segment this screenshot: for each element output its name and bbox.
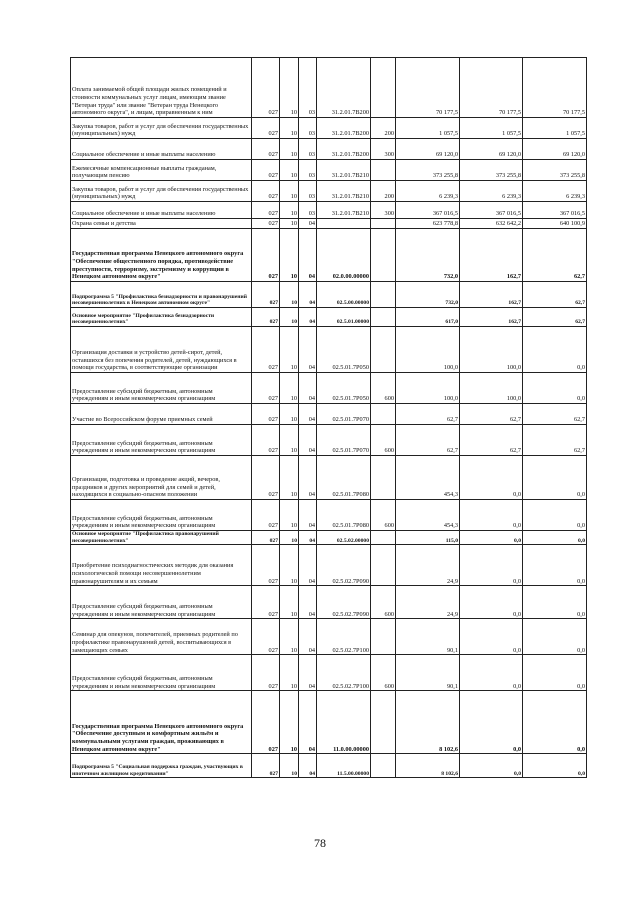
admin-code: 027 [252,456,280,500]
section-code: 10 [280,118,299,139]
amount-year-2: 62,7 [460,425,523,456]
amount-year-3: 0,0 [523,531,587,545]
row-name: Государственная программа Ненецкого автономного округа "Обеспечение общественного порядка, противодействие преступности, терроризму, экстремизму и коррупции в Ненецком автономном округе" [71,229,252,282]
admin-code: 027 [252,202,280,219]
table-row [71,500,587,531]
section-code: 10 [280,586,299,619]
amount-year-1: 367 016,5 [396,202,460,219]
admin-code: 027 [252,181,280,202]
subsection-code: 04 [299,282,317,308]
row-name: Социальное обеспечение и иные выплаты населению [71,202,252,219]
row-name: Семинар для опекунов, попечителей, приемных родителей по профилактике правонарушений детей, воспитывающихся в замещающих семьях [71,619,252,655]
admin-code: 027 [252,754,280,778]
section-code: 10 [280,229,299,282]
amount-year-2: 0,0 [460,531,523,545]
amount-year-2: 100,0 [460,373,523,404]
amount-year-3: 373 255,8 [523,160,587,181]
expense-type-code: 200 [371,118,396,139]
amount-year-3: 0,0 [523,655,587,691]
subsection-code: 04 [299,308,317,327]
amount-year-2: 0,0 [460,500,523,531]
amount-year-1: 90,1 [396,655,460,691]
admin-code: 027 [252,139,280,160]
admin-code: 027 [252,545,280,586]
expense-type-code: 600 [371,655,396,691]
amount-year-3: 0,0 [523,545,587,586]
subsection-code: 04 [299,219,317,229]
amount-year-1: 69 120,0 [396,139,460,160]
table-row [71,219,587,229]
amount-year-3: 0,0 [523,754,587,778]
row-name: Охрана семьи и детства [71,219,252,229]
section-code: 10 [280,219,299,229]
amount-year-1: 8 102,6 [396,754,460,778]
amount-year-2: 69 120,0 [460,139,523,160]
page-number: 78 [314,836,326,850]
target-article-code: 31.2.01.7В200 [317,58,371,118]
section-code: 10 [280,202,299,219]
expense-type-code [371,327,396,373]
target-article-code: 02.5.02.00000 [317,531,371,545]
row-name: Оплата занимаемой общей площади жилых помещений и стоимости коммунальных услуг лицам, имеющим звание "Ветеран труда" или звание "Ветеран труда Ненецкого автономного округа", и лицам, приравненным к ним [71,58,252,118]
expense-type-code: 600 [371,373,396,404]
table-row [71,282,587,308]
amount-year-3: 6 239,3 [523,181,587,202]
table-row [71,545,587,586]
expense-type-code [371,282,396,308]
amount-year-2: 0,0 [460,754,523,778]
row-name: Закупка товаров, работ и услуг для обеспечения государственных (муниципальных) нужд [71,118,252,139]
amount-year-3: 69 120,0 [523,139,587,160]
amount-year-2: 1 057,5 [460,118,523,139]
row-name: Подпрограмма 5 "Социальная поддержка граждан, участвующих в ипотечном жилищном кредитовании" [71,754,252,778]
subsection-code: 04 [299,229,317,282]
amount-year-3: 0,0 [523,373,587,404]
table-row [71,327,587,373]
target-article-code: 02.5.02.7Р090 [317,586,371,619]
subsection-code: 04 [299,691,317,754]
amount-year-3: 62,7 [523,404,587,425]
section-code: 10 [280,181,299,202]
amount-year-3: 640 100,9 [523,219,587,229]
section-code: 10 [280,160,299,181]
subsection-code: 04 [299,545,317,586]
amount-year-3: 0,0 [523,586,587,619]
expense-type-code [371,456,396,500]
amount-year-1: 115,0 [396,531,460,545]
row-name: Предоставление субсидий бюджетным, автономным учреждениям и иным некоммерческим организациям [71,425,252,456]
section-code: 10 [280,531,299,545]
table-row [71,202,587,219]
table-row [71,229,587,282]
amount-year-3: 0,0 [523,456,587,500]
table-row [71,139,587,160]
expense-type-code [371,229,396,282]
target-article-code: 31.2.01.7В210 [317,181,371,202]
subsection-code: 04 [299,586,317,619]
amount-year-2: 367 016,5 [460,202,523,219]
table-row [71,404,587,425]
amount-year-2: 70 177,5 [460,58,523,118]
target-article-code: 02.5.01.7Р080 [317,500,371,531]
admin-code: 027 [252,586,280,619]
expense-type-code [371,160,396,181]
subsection-code: 04 [299,373,317,404]
amount-year-1: 373 255,8 [396,160,460,181]
table-row [71,58,587,118]
target-article-code: 31.2.01.7В200 [317,118,371,139]
target-article-code: 31.2.01.7В200 [317,139,371,160]
subsection-code: 03 [299,202,317,219]
amount-year-1: 1 057,5 [396,118,460,139]
admin-code: 027 [252,118,280,139]
amount-year-2: 0,0 [460,655,523,691]
admin-code: 027 [252,58,280,118]
subsection-code: 03 [299,58,317,118]
amount-year-1: 100,0 [396,327,460,373]
amount-year-2: 162,7 [460,229,523,282]
expense-type-code [371,691,396,754]
subsection-code: 04 [299,754,317,778]
amount-year-3: 62,7 [523,425,587,456]
amount-year-3: 70 177,5 [523,58,587,118]
admin-code: 027 [252,691,280,754]
row-name: Основное мероприятие "Профилактика безнадзорности несовершеннолетних" [71,308,252,327]
amount-year-1: 62,7 [396,425,460,456]
table-row [71,456,587,500]
section-code: 10 [280,655,299,691]
expense-type-code: 300 [371,139,396,160]
subsection-code: 04 [299,404,317,425]
target-article-code: 02.5.01.7Р070 [317,425,371,456]
table-row [71,691,587,754]
admin-code: 027 [252,308,280,327]
row-name: Предоставление субсидий бюджетным, автономным учреждениям и иным некоммерческим организациям [71,373,252,404]
subsection-code: 03 [299,118,317,139]
expense-type-code: 600 [371,586,396,619]
target-article-code [317,219,371,229]
row-name: Организация доставки и устройство детей-сирот, детей, оставшихся без попечения родителей, детей, нуждающихся в помощи государства, в соответствующие организации [71,327,252,373]
row-name: Социальное обеспечение и иные выплаты населению [71,139,252,160]
target-article-code: 02.5.02.7Р100 [317,655,371,691]
expense-type-code: 600 [371,425,396,456]
amount-year-1: 6 239,3 [396,181,460,202]
section-code: 10 [280,545,299,586]
admin-code: 027 [252,655,280,691]
amount-year-2: 0,0 [460,586,523,619]
section-code: 10 [280,500,299,531]
row-name: Предоставление субсидий бюджетным, автономным учреждениям и иным некоммерческим организациям [71,500,252,531]
row-name: Организация, подготовка и проведение акций, вечеров, праздников и других мероприятий для семей и детей, находящихся в социально-опасном положении [71,456,252,500]
amount-year-2: 0,0 [460,619,523,655]
subsection-code: 03 [299,139,317,160]
expense-type-code [371,58,396,118]
amount-year-3: 0,0 [523,691,587,754]
section-code: 10 [280,308,299,327]
admin-code: 027 [252,404,280,425]
target-article-code: 02.5.01.7Р070 [317,404,371,425]
expense-type-code [371,531,396,545]
amount-year-2: 0,0 [460,545,523,586]
row-name: Предоставление субсидий бюджетным, автономным учреждениям и иным некоммерческим организациям [71,655,252,691]
budget-table [70,57,587,778]
subsection-code: 04 [299,619,317,655]
table-body [71,58,587,778]
amount-year-1: 24,9 [396,545,460,586]
amount-year-2: 162,7 [460,308,523,327]
amount-year-1: 732,0 [396,229,460,282]
section-code: 10 [280,373,299,404]
target-article-code: 02.5.01.7Р050 [317,327,371,373]
expense-type-code: 600 [371,500,396,531]
subsection-code: 04 [299,456,317,500]
amount-year-2: 632 642,2 [460,219,523,229]
section-code: 10 [280,691,299,754]
subsection-code: 03 [299,181,317,202]
row-name: Предоставление субсидий бюджетным, автономным учреждениям и иным некоммерческим организациям [71,586,252,619]
expense-type-code [371,545,396,586]
expense-type-code [371,404,396,425]
amount-year-1: 70 177,5 [396,58,460,118]
table-row [71,619,587,655]
admin-code: 027 [252,282,280,308]
table-row [71,118,587,139]
amount-year-2: 162,7 [460,282,523,308]
amount-year-3: 62,7 [523,229,587,282]
section-code: 10 [280,282,299,308]
section-code: 10 [280,619,299,655]
amount-year-1: 454,3 [396,500,460,531]
expense-type-code [371,308,396,327]
section-code: 10 [280,425,299,456]
target-article-code: 02.5.02.7Р100 [317,619,371,655]
admin-code: 027 [252,160,280,181]
amount-year-3: 0,0 [523,619,587,655]
amount-year-1: 617,0 [396,308,460,327]
amount-year-3: 367 016,5 [523,202,587,219]
section-code: 10 [280,139,299,160]
target-article-code: 02.0.00.00000 [317,229,371,282]
target-article-code: 02.5.01.7Р080 [317,456,371,500]
expense-type-code [371,219,396,229]
row-name: Приобретение психодиагностических методик для оказания психологической помощи несовершеннолетним правонарушителям и их семьям [71,545,252,586]
subsection-code: 04 [299,531,317,545]
expense-type-code: 300 [371,202,396,219]
target-article-code: 11.0.00.00000 [317,691,371,754]
amount-year-2: 62,7 [460,404,523,425]
amount-year-3: 62,7 [523,282,587,308]
target-article-code: 11.5.00.00000 [317,754,371,778]
row-name: Подпрограмма 5 "Профилактика безнадзорности и правонарушений несовершеннолетних в Ненецком автономном округе" [71,282,252,308]
expense-type-code [371,754,396,778]
row-name: Участие во Всероссийском форуме приемных семей [71,404,252,425]
amount-year-1: 732,0 [396,282,460,308]
expense-type-code: 200 [371,181,396,202]
admin-code: 027 [252,425,280,456]
table-row [71,754,587,778]
amount-year-3: 0,0 [523,500,587,531]
subsection-code: 04 [299,655,317,691]
admin-code: 027 [252,373,280,404]
section-code: 10 [280,754,299,778]
subsection-code: 04 [299,500,317,531]
subsection-code: 03 [299,160,317,181]
amount-year-3: 1 057,5 [523,118,587,139]
row-name: Ежемесячные компенсационные выплаты гражданам, получающим пенсию [71,160,252,181]
amount-year-1: 24,9 [396,586,460,619]
section-code: 10 [280,404,299,425]
amount-year-1: 62,7 [396,404,460,425]
target-article-code: 31.2.01.7В210 [317,202,371,219]
admin-code: 027 [252,531,280,545]
amount-year-2: 6 239,3 [460,181,523,202]
table-row [71,425,587,456]
section-code: 10 [280,456,299,500]
amount-year-2: 0,0 [460,456,523,500]
section-code: 10 [280,58,299,118]
row-name: Основное мероприятие "Профилактика правонарушений несовершеннолетних" [71,531,252,545]
amount-year-1: 454,3 [396,456,460,500]
row-name: Закупка товаров, работ и услуг для обеспечения государственных (муниципальных) нужд [71,181,252,202]
table-row [71,373,587,404]
target-article-code: 31.2.01.7В210 [317,160,371,181]
target-article-code: 02.5.01.00000 [317,308,371,327]
amount-year-2: 373 255,8 [460,160,523,181]
amount-year-1: 100,0 [396,373,460,404]
amount-year-1: 90,1 [396,619,460,655]
amount-year-2: 100,0 [460,327,523,373]
admin-code: 027 [252,619,280,655]
amount-year-2: 0,0 [460,691,523,754]
table-row [71,586,587,619]
section-code: 10 [280,327,299,373]
amount-year-1: 8 102,6 [396,691,460,754]
subsection-code: 04 [299,327,317,373]
amount-year-1: 623 778,8 [396,219,460,229]
table-row [71,531,587,545]
amount-year-3: 62,7 [523,308,587,327]
target-article-code: 02.5.01.7Р050 [317,373,371,404]
table-row [71,308,587,327]
row-name: Государственная программа Ненецкого автономного округа "Обеспечение доступным и комфортным жильём и коммунальными услугами граждан, проживающих в Ненецком автономном округе" [71,691,252,754]
target-article-code: 02.5.00.00000 [317,282,371,308]
table-row [71,160,587,181]
admin-code: 027 [252,327,280,373]
admin-code: 027 [252,500,280,531]
table-row [71,655,587,691]
admin-code: 027 [252,229,280,282]
table-row [71,181,587,202]
amount-year-3: 0,0 [523,327,587,373]
expense-type-code [371,619,396,655]
admin-code: 027 [252,219,280,229]
target-article-code: 02.5.02.7Р090 [317,545,371,586]
subsection-code: 04 [299,425,317,456]
